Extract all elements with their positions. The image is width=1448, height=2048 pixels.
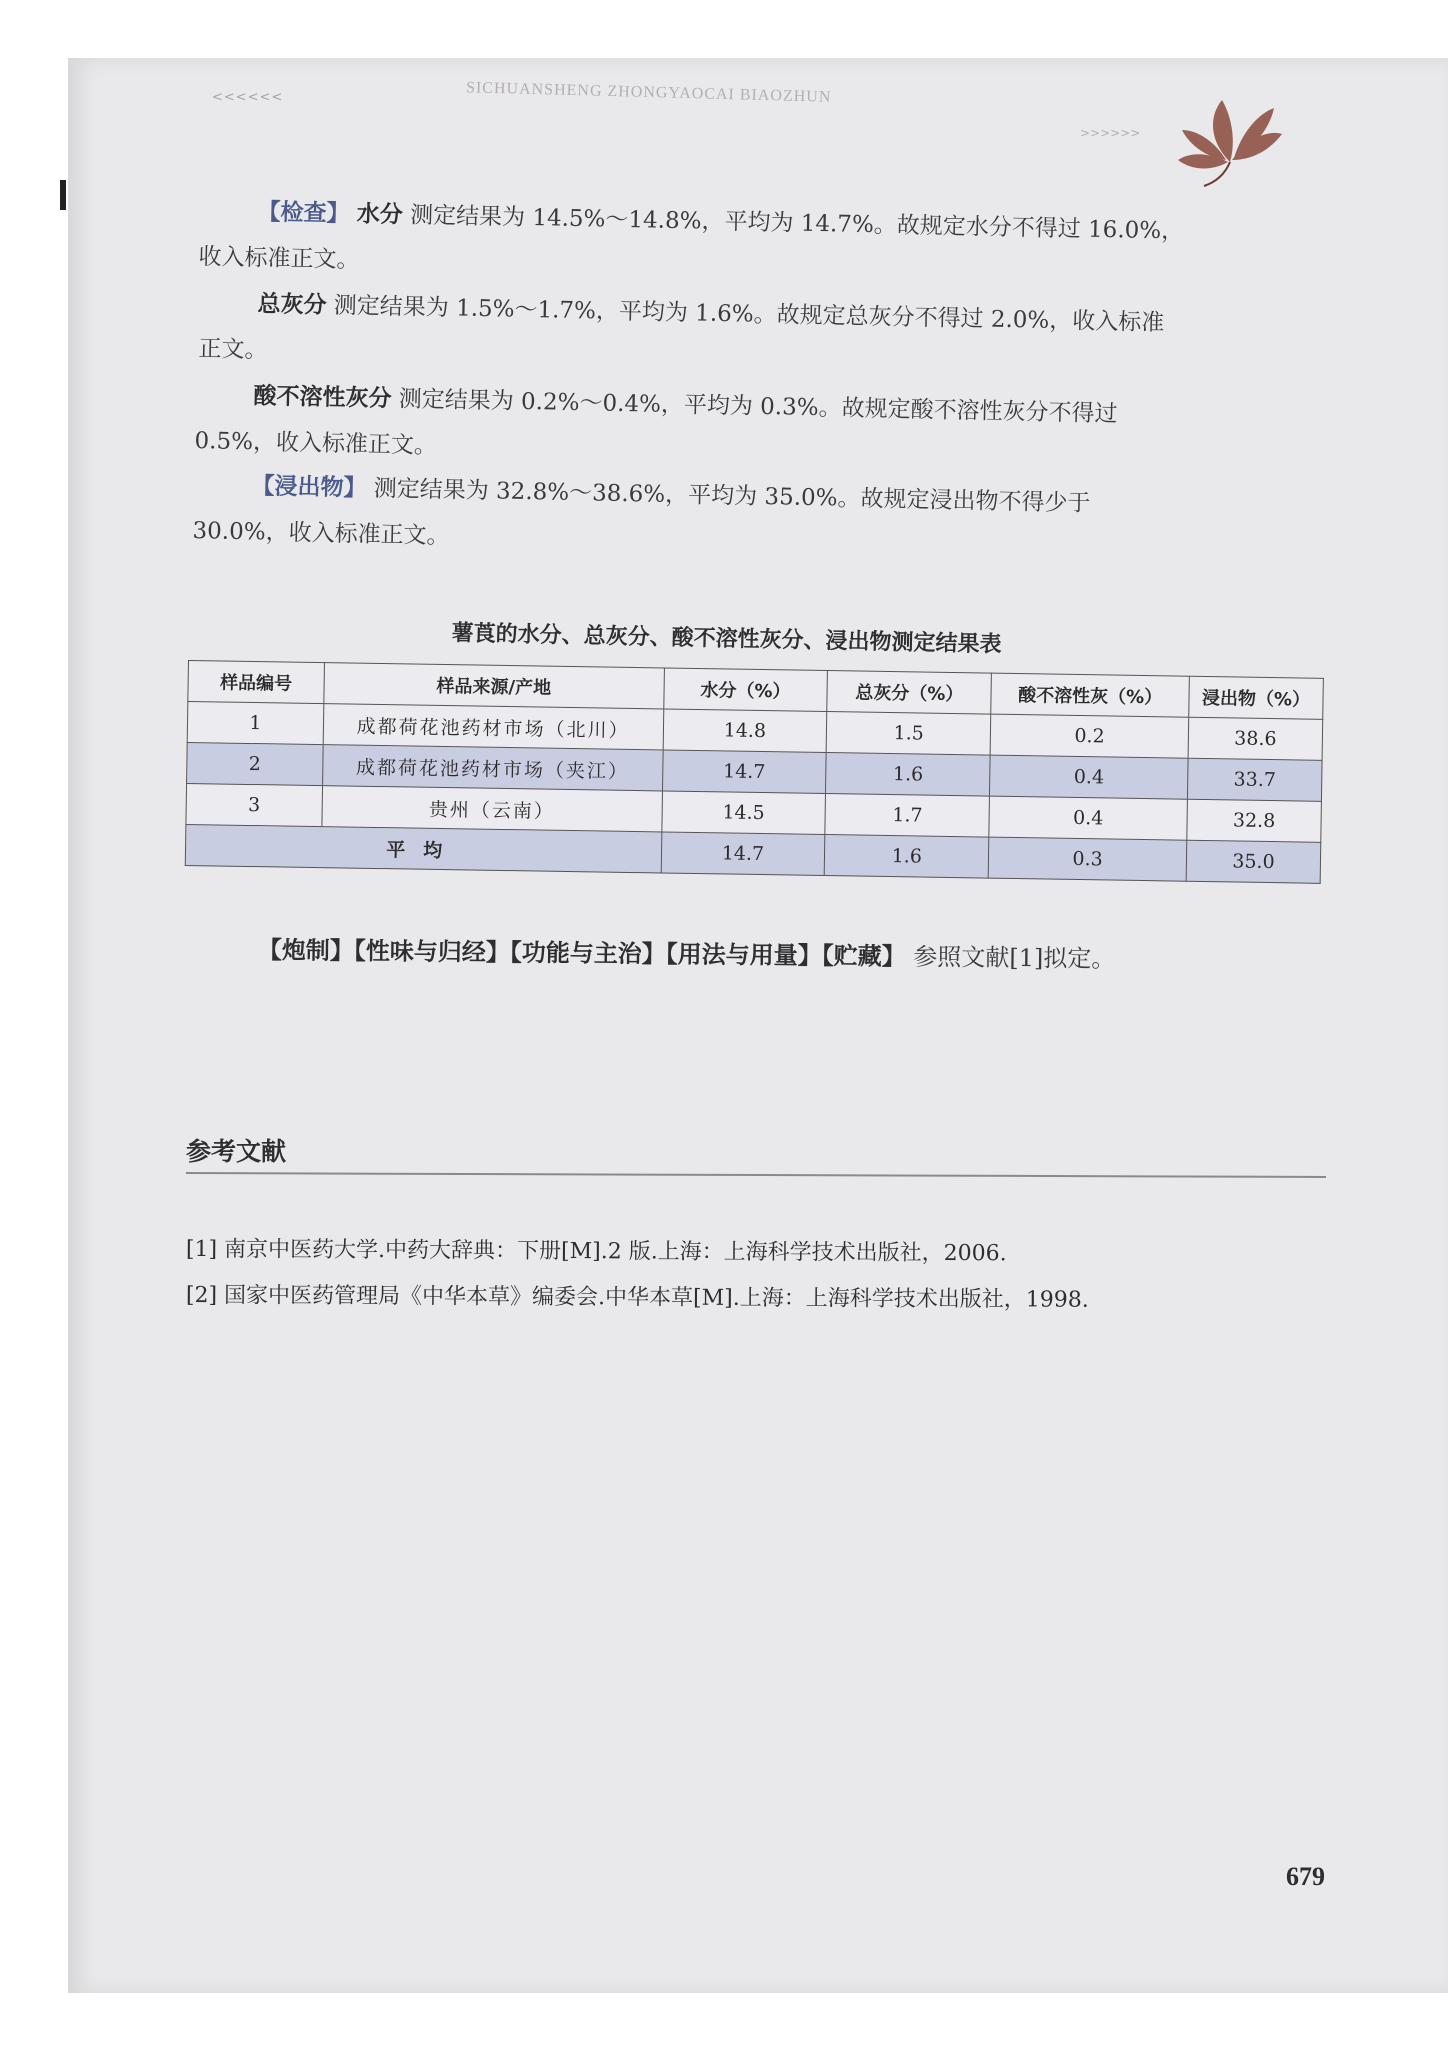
header-sample-id: 样品编号 (188, 661, 324, 704)
cell-id: 2 (187, 742, 323, 785)
page-number: 679 (1286, 1862, 1325, 1891)
table-title: 薯莨的水分、总灰分、酸不溶性灰分、浸出物测定结果表 (451, 619, 1002, 658)
moisture-text-cont: 收入标准正文。 (198, 243, 360, 274)
extract-text-cont: 30.0%，收入标准正文。 (192, 517, 450, 550)
cell-acid-ash: 0.2 (990, 714, 1188, 758)
references-heading: 参考文献 (186, 1137, 287, 1166)
cell-extract: 35.0 (1186, 840, 1321, 883)
cell-origin: 成都荷花池药材市场（夹江） (322, 745, 662, 791)
ash-text: 测定结果为 1.5%～1.7%，平均为 1.6%。故规定总灰分不得过 2.0%，收入标准 (333, 292, 1165, 337)
reference-item: [1] 南京中医药大学.中药大辞典：下册[M].2 版.上海：上海科学技术出版社，2006. (185, 1236, 1007, 1267)
cell-moisture: 14.8 (663, 709, 827, 753)
header-moisture: 水分（%） (663, 668, 827, 712)
cell-moisture: 14.7 (661, 832, 825, 876)
extract-label: 【浸出物】 (251, 473, 367, 502)
check-label: 【检查】 (257, 199, 350, 228)
moisture-text: 测定结果为 14.5%～14.8%，平均为 14.7%。故规定水分不得过 16.0%， (409, 202, 1185, 245)
header-extract: 浸出物（%） (1189, 676, 1324, 719)
cell-acid-ash: 0.4 (989, 796, 1187, 840)
acid-ash-text-cont: 0.5%，收入标准正文。 (194, 427, 438, 460)
cell-moisture: 14.5 (661, 791, 825, 835)
header-dashes: <<<<<< (212, 90, 284, 105)
cell-ash: 1.6 (825, 835, 989, 879)
header-acid-ash: 酸不溶性灰（%） (991, 673, 1189, 717)
extract-text: 测定结果为 32.8%～38.6%，平均为 35.0%。故规定浸出物不得少于 (373, 475, 1091, 517)
moisture-label: 水分 (356, 201, 404, 229)
cell-acid-ash: 0.3 (988, 837, 1186, 881)
ash-text-cont: 正文。 (198, 335, 268, 364)
leaf-ornament-icon (1170, 82, 1290, 192)
cell-extract: 32.8 (1187, 799, 1322, 842)
header-dots: >>>>>> (1080, 126, 1141, 140)
cell-moisture: 14.7 (662, 750, 826, 794)
acid-ash-label: 酸不溶性灰分 (253, 383, 392, 413)
cell-id: 3 (186, 783, 322, 826)
binding-mark (60, 180, 66, 210)
running-header-title: SICHUANSHENG ZHONGYAOCAI BIAOZHUN (465, 79, 832, 106)
cell-origin: 成都荷花池药材市场（北川） (323, 704, 663, 750)
cell-acid-ash: 0.4 (990, 755, 1188, 799)
acid-ash-text: 测定结果为 0.2%～0.4%，平均为 0.3%。故规定酸不溶性灰分不得过 (398, 386, 1118, 428)
results-table (185, 660, 1324, 884)
processing-label: 【炮制】 (257, 935, 354, 966)
cell-extract: 33.7 (1187, 758, 1322, 801)
extract-paragraph (192, 462, 1091, 573)
header-ash: 总灰分（%） (827, 671, 991, 715)
storage-label: 【贮藏】 (821, 941, 906, 971)
procedure-suffix: 参照文献[1]拟定。 (905, 942, 1116, 973)
cell-extract: 38.6 (1188, 717, 1323, 760)
header-origin: 样品来源/产地 (324, 663, 664, 709)
usage-dosage-label: 【用法与用量】 (665, 940, 822, 970)
cell-average-label: 平均 (185, 824, 661, 872)
cell-id: 1 (187, 702, 323, 745)
reference-item: [2] 国家中医药管理局《中华本草》编委会.中华本草[M].上海：上海科学技术出版社，1998. (185, 1282, 1089, 1313)
cell-ash: 1.5 (826, 712, 990, 756)
cell-ash: 1.7 (825, 794, 989, 838)
ash-label: 总灰分 (257, 291, 327, 319)
function-indication-label: 【功能与主治】 (509, 938, 666, 969)
cell-origin: 贵州（云南） (322, 786, 662, 832)
nature-meridian-label: 【性味与归经】 (353, 937, 510, 967)
cell-ash: 1.6 (826, 753, 990, 797)
